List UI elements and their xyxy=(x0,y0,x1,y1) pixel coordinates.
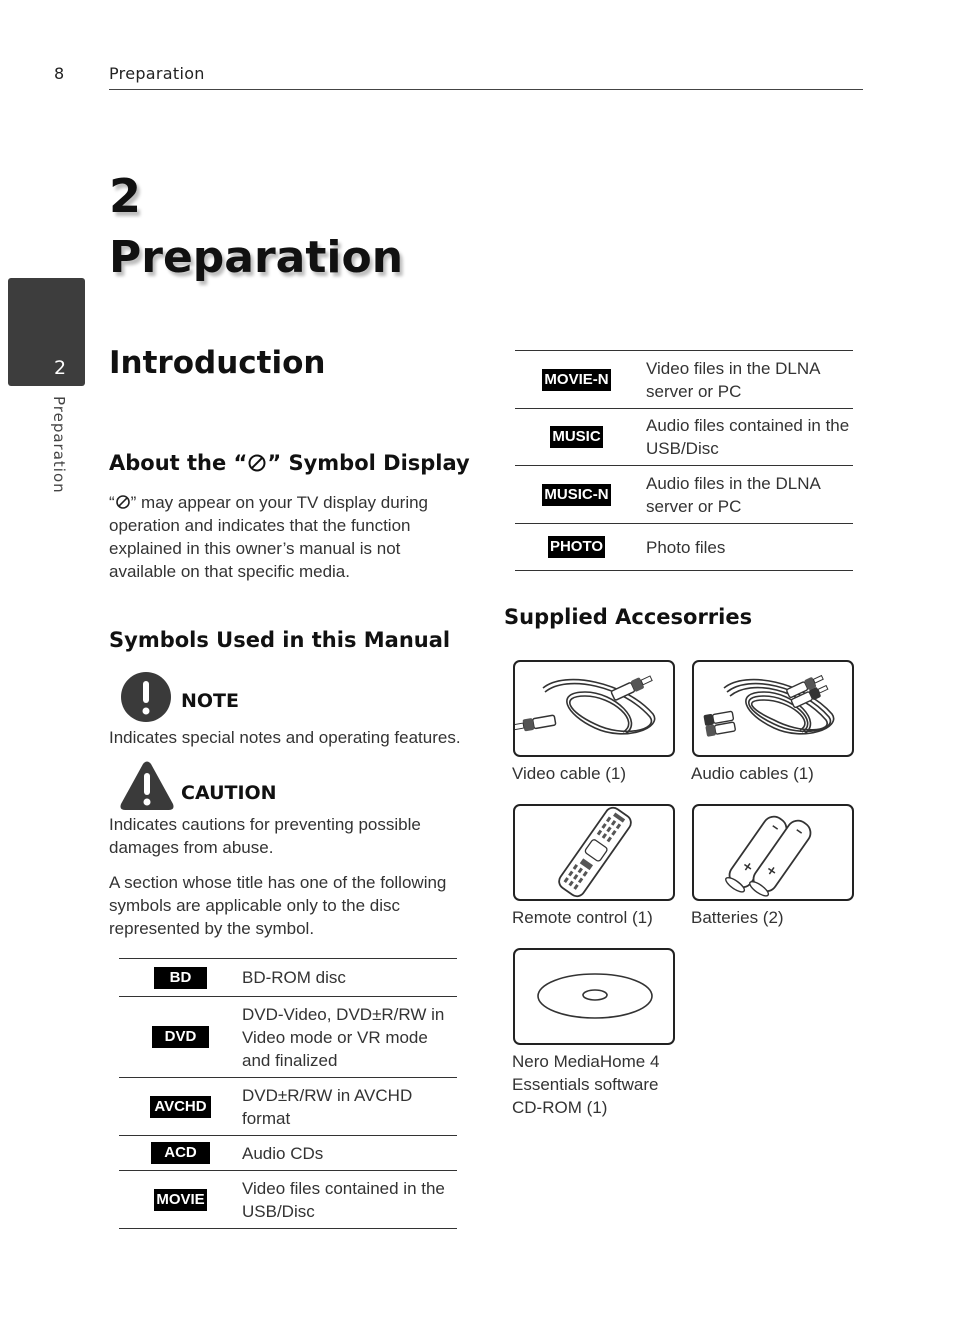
audio-cables-icon xyxy=(694,662,852,755)
badge-movie-n: MOVIE-N xyxy=(542,369,610,391)
badge-music: MUSIC xyxy=(550,426,602,448)
table-row xyxy=(119,1136,457,1171)
table-row xyxy=(119,959,457,997)
table-cell-description: BD-ROM disc xyxy=(242,959,457,997)
badge-music-n: MUSIC-N xyxy=(542,484,610,506)
badge-photo: PHOTO xyxy=(548,536,605,558)
symbol-display-heading xyxy=(109,451,470,475)
cd-rom-icon xyxy=(515,950,673,1043)
section-title-introduction: Introduction xyxy=(109,345,326,381)
note-icon xyxy=(120,670,174,724)
note-title: NOTE xyxy=(181,690,239,712)
header-rule xyxy=(109,89,863,90)
accessory-remote-control xyxy=(513,804,675,901)
video-cable-icon xyxy=(515,662,673,755)
table-row xyxy=(515,466,853,524)
accessory-label: Video cable (1) xyxy=(512,764,627,783)
table-row xyxy=(515,524,853,571)
side-tab-label: Preparation xyxy=(50,396,68,494)
accessory-label: Remote control (1) xyxy=(512,908,653,927)
table-cell-description: Audio files contained in the USB/Disc xyxy=(638,409,853,466)
table-cell-description: Audio CDs xyxy=(242,1136,457,1171)
caution-text: Indicates cautions for preventing possible damages from abuse. xyxy=(109,815,421,857)
disc-symbols-table xyxy=(119,958,457,1229)
prohibited-symbol-icon xyxy=(115,494,131,510)
badge-bd: BD xyxy=(154,967,208,989)
table-cell-description: DVD±R/RW in AVCHD format xyxy=(242,1078,457,1136)
batteries-icon xyxy=(694,806,852,899)
side-tab-number: 2 xyxy=(54,357,67,379)
table-cell-description: Video files contained in the USB/Disc xyxy=(242,1171,457,1229)
table-cell-description: Video files in the DLNA server or PC xyxy=(638,351,853,409)
page-number: 8 xyxy=(54,64,65,83)
section-symbols-text: A section whose title has one of the following symbols are applicable only to the disc represented by the symbol. xyxy=(109,873,447,938)
table-row xyxy=(119,1078,457,1136)
accessory-batteries xyxy=(692,804,854,901)
accessory-video-cable xyxy=(513,660,675,757)
side-tab xyxy=(8,278,85,386)
badge-movie: MOVIE xyxy=(154,1189,206,1211)
table-row xyxy=(119,1171,457,1229)
badge-acd: ACD xyxy=(151,1142,210,1164)
chapter-title: Preparation xyxy=(109,232,404,283)
symbol-text-open-quote: “ xyxy=(109,493,115,512)
table-cell-description: Audio files in the DLNA server or PC xyxy=(638,466,853,524)
accessory-cd-rom xyxy=(513,948,675,1045)
remote-control-icon xyxy=(515,806,673,899)
accessory-label: Batteries (2) xyxy=(691,908,784,927)
badge-avchd: AVCHD xyxy=(150,1096,210,1118)
table-row xyxy=(119,997,457,1078)
caution-icon xyxy=(119,760,175,812)
accessory-audio-cables xyxy=(692,660,854,757)
symbol-display-heading-before: About the “ xyxy=(109,451,248,475)
media-symbols-table xyxy=(515,350,853,571)
header-title: Preparation xyxy=(109,64,205,83)
prohibited-symbol-icon xyxy=(247,453,267,473)
table-cell-description: DVD-Video, DVD±R/RW in Video mode or VR mode and finalized xyxy=(242,997,457,1078)
accessories-heading: Supplied Accesorries xyxy=(504,605,753,629)
caution-title: CAUTION xyxy=(181,782,277,804)
table-row xyxy=(515,409,853,466)
table-row xyxy=(515,351,853,409)
symbol-text-body: ” may appear on your TV display during operation and indicates that the function explained in this owner’s manual is not available on that specific media. xyxy=(109,493,429,581)
badge-dvd: DVD xyxy=(152,1026,210,1048)
table-cell-description: Photo files xyxy=(638,524,853,571)
accessory-label: Nero MediaHome 4 Essentials software CD-ROM (1) xyxy=(512,1052,660,1117)
symbols-manual-heading: Symbols Used in this Manual xyxy=(109,628,451,652)
chapter-number: 2 xyxy=(109,169,142,223)
symbol-display-text xyxy=(109,491,459,583)
note-text: Indicates special notes and operating features. xyxy=(109,728,461,747)
symbol-display-heading-after: ” Symbol Display xyxy=(267,451,470,475)
accessory-label: Audio cables (1) xyxy=(691,764,814,783)
